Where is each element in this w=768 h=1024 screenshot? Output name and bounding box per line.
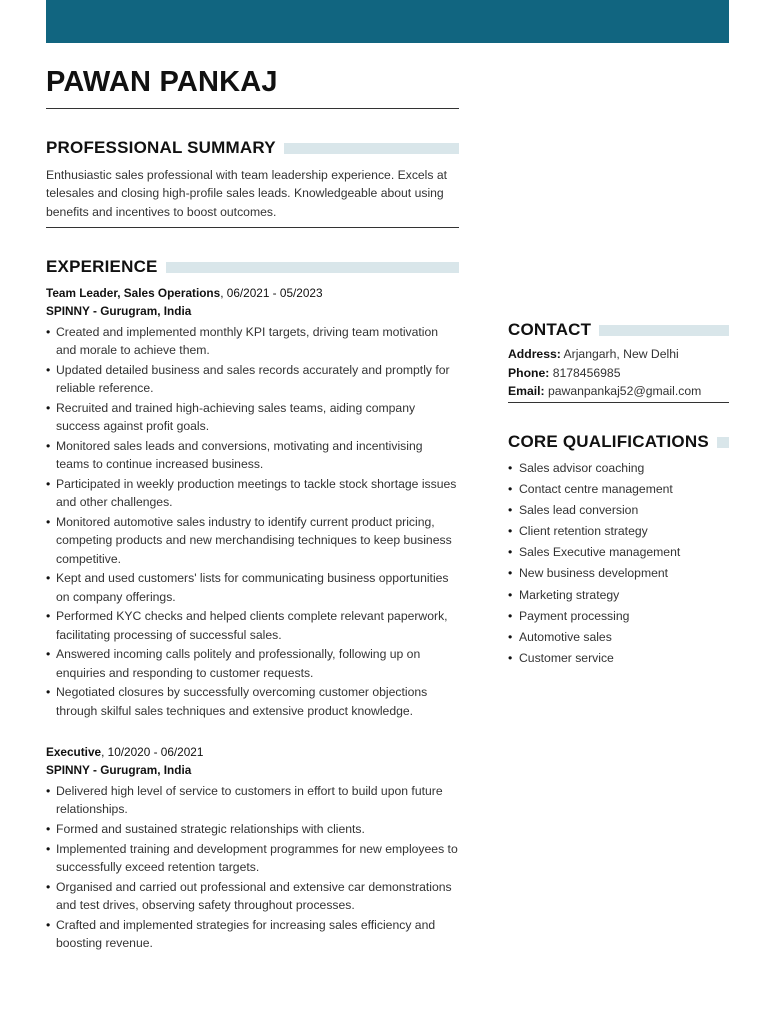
email-label: Email: xyxy=(508,384,545,399)
summary-divider xyxy=(46,227,459,228)
job-bullet: • Participated in weekly production meetings to tackle stock shortage issues and other challenges. xyxy=(46,475,459,512)
section-heading-bar xyxy=(284,143,459,154)
job-bullet: • Implemented training and development programmes for new employees to successfully exceed retention targets. xyxy=(46,840,459,877)
section-heading-bar xyxy=(166,262,459,273)
job-company: SPINNY - Gurugram, India xyxy=(46,763,192,777)
address-value: Arjangarh, New Delhi xyxy=(560,347,679,361)
contact-heading xyxy=(508,319,729,341)
candidate-name: PAWAN PANKAJ xyxy=(46,66,278,98)
job-title-line xyxy=(46,743,459,761)
header-accent-bar xyxy=(46,0,729,43)
job-entry xyxy=(46,743,459,954)
job-bullet: • Updated detailed business and sales records accurately and promptly for reliable reference. xyxy=(46,361,459,398)
job-bullet-list xyxy=(46,782,459,952)
qualifications-heading xyxy=(508,431,729,453)
job-bullet: • Crafted and implemented strategies for increasing sales efficiency and boosting revenue. xyxy=(46,916,459,953)
phone-label: Phone: xyxy=(508,365,550,380)
contact-phone xyxy=(508,364,729,383)
qualification-item: • Marketing strategy xyxy=(508,585,729,606)
summary-title: PROFESSIONAL SUMMARY xyxy=(46,138,276,157)
qualification-item: • Customer service xyxy=(508,648,729,669)
job-dates: , 06/2021 - 05/2023 xyxy=(220,286,323,300)
job-bullet: • Monitored sales leads and conversions, motivating and incentivising teams to continue increased business. xyxy=(46,437,459,474)
job-bullet: • Created and implemented monthly KPI targets, driving team motivation and morale to achieve them. xyxy=(46,323,459,360)
contact-details xyxy=(508,345,729,401)
phone-value: 8178456985 xyxy=(549,365,621,380)
job-bullet-list xyxy=(46,323,459,720)
experience-heading xyxy=(46,256,459,278)
job-title-line xyxy=(46,284,459,302)
address-label: Address: xyxy=(508,347,561,361)
contact-address xyxy=(508,345,729,364)
job-role: Team Leader, Sales Operations xyxy=(46,286,221,300)
contact-divider xyxy=(508,402,729,403)
job-bullet: • Recruited and trained high-achieving sales teams, aiding company success against profit goals. xyxy=(46,399,459,436)
section-heading-bar xyxy=(717,437,729,448)
job-bullet: • Organised and carried out professional and extensive car demonstrations and test drives, observing safety throughout processes. xyxy=(46,878,459,915)
qualification-item: • Sales advisor coaching xyxy=(508,458,729,479)
job-bullet: • Negotiated closures by successfully overcoming customer objections through skilful sales techniques and extensive product knowledge. xyxy=(46,683,459,720)
qualification-item: • New business development xyxy=(508,563,729,584)
job-entry xyxy=(46,284,459,721)
job-bullet: • Monitored automotive sales industry to identify current product pricing, competing products and new merchandising techniques to keep business competitive. xyxy=(46,513,459,568)
contact-email xyxy=(508,382,729,401)
qualification-item: • Automotive sales xyxy=(508,627,729,648)
summary-text: Enthusiastic sales professional with team leadership experience. Excels at telesales and closing high-profile sales leads. Knowledgeable about using benefits and incentives to boost outcomes. xyxy=(46,168,448,219)
name-divider xyxy=(46,108,459,109)
contact-title: CONTACT xyxy=(508,320,592,339)
job-bullet: • Delivered high level of service to customers in effort to build upon future relationships. xyxy=(46,782,459,819)
job-dates: , 10/2020 - 06/2021 xyxy=(101,745,204,759)
job-bullet: • Performed KYC checks and helped clients complete relevant paperwork, facilitating processing of successful sales. xyxy=(46,607,459,644)
job-bullet: • Answered incoming calls politely and professionally, following up on enquiries and responding to customer requests. xyxy=(46,645,459,682)
job-bullet: • Formed and sustained strategic relationships with clients. xyxy=(46,820,459,838)
job-company: SPINNY - Gurugram, India xyxy=(46,304,192,318)
summary-heading xyxy=(46,137,459,159)
qualification-item: • Sales Executive management xyxy=(508,542,729,563)
qualification-item: • Payment processing xyxy=(508,606,729,627)
qualifications-title: CORE QUALIFICATIONS xyxy=(508,432,709,451)
qualification-item: • Contact centre management xyxy=(508,479,729,500)
qualifications-list xyxy=(508,458,729,669)
experience-title: EXPERIENCE xyxy=(46,257,158,276)
job-role: Executive xyxy=(46,745,102,759)
qualification-item: • Sales lead conversion xyxy=(508,500,729,521)
job-bullet: • Kept and used customers' lists for communicating business opportunities on company offerings. xyxy=(46,569,459,606)
qualification-item: • Client retention strategy xyxy=(508,521,729,542)
section-heading-bar xyxy=(599,325,729,336)
email-value[interactable]: pawanpankaj52@gmail.com xyxy=(544,384,702,399)
